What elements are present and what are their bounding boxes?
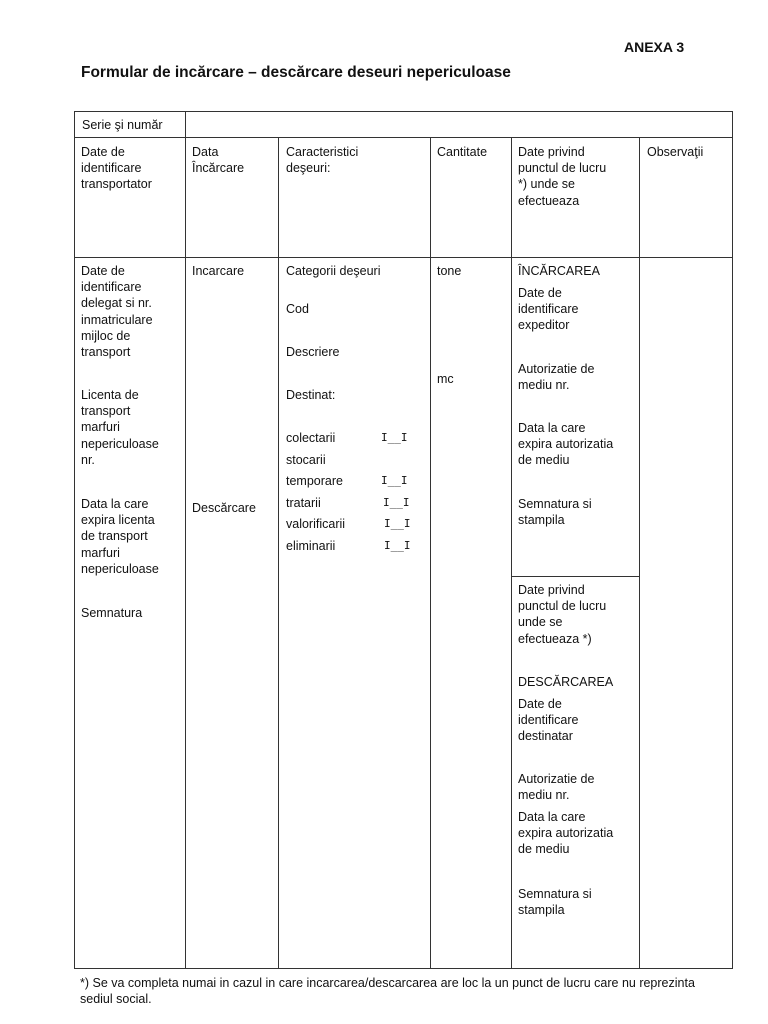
table-row-divider bbox=[74, 137, 733, 138]
checkbox-colectarii[interactable]: I__I bbox=[381, 431, 408, 444]
delegat-label: Date de identificare delegat si nr. inmatriculare mijloc de transport bbox=[81, 264, 153, 360]
header-cantitate: Cantitate bbox=[437, 145, 488, 159]
semnatura-incarcare-label: Semnatura si stampila bbox=[518, 497, 592, 528]
semnatura-descarcare-label: Semnatura si stampila bbox=[518, 887, 592, 918]
semnatura-label: Semnatura bbox=[81, 606, 143, 620]
annex-label: ANEXA 3 bbox=[624, 39, 685, 55]
header-caracteristici: Caracteristici deşeuri: bbox=[286, 145, 359, 176]
autorizatie-expira-incarcare-label: Data la care expira autorizatia de mediu bbox=[518, 421, 614, 468]
descarcare-label: Descărcare bbox=[192, 501, 256, 515]
unit-tone: tone bbox=[437, 264, 462, 278]
table-col-divider bbox=[185, 111, 186, 969]
licenta-label: Licenta de transport marfuri nepericuloase nr. bbox=[81, 388, 159, 467]
punct-descarcare-label: Date privind punctul de lucru unde se efectueaza *) bbox=[518, 583, 607, 646]
table-col-divider bbox=[430, 137, 431, 968]
table-row-divider bbox=[74, 257, 733, 258]
expeditor-label: Date de identificare expeditor bbox=[518, 286, 579, 333]
autorizatie-incarcare-label: Autorizatie de mediu nr. bbox=[518, 362, 595, 393]
unit-mc: mc bbox=[437, 372, 454, 386]
descriere-label: Descriere bbox=[286, 345, 340, 359]
table-col-divider bbox=[278, 137, 279, 968]
table-border-right bbox=[732, 111, 733, 969]
option-valorificarii: valorificarii bbox=[286, 517, 346, 531]
categorii-label: Categorii deşeuri bbox=[286, 264, 381, 278]
option-stocarii: stocarii bbox=[286, 453, 326, 467]
checkbox-tratarii[interactable]: I__I bbox=[383, 496, 410, 509]
header-observatii: Observaţii bbox=[647, 145, 704, 159]
option-eliminarii: eliminarii bbox=[286, 539, 336, 553]
option-colectarii: colectarii bbox=[286, 431, 336, 445]
form-title: Formular de incărcare – descărcare deseuri nepericuloase bbox=[81, 64, 511, 81]
footnote: *) Se va completa numai in cazul in care incarcarea/descarcarea are loc la un punct de lucru care nu reprezinta sediul social. bbox=[80, 976, 695, 1006]
checkbox-eliminarii[interactable]: I__I bbox=[384, 539, 411, 552]
autorizatie-descarcare-label: Autorizatie de mediu nr. bbox=[518, 772, 595, 803]
option-temporare: temporare bbox=[286, 474, 343, 488]
descarcarea-heading: DESCĂRCAREA bbox=[518, 675, 614, 689]
incarcarea-heading: ÎNCĂRCAREA bbox=[518, 264, 600, 278]
licenta-expira-label: Data la care expira licenta de transport marfuri nepericuloase bbox=[81, 497, 159, 576]
table-border-bottom bbox=[74, 968, 733, 969]
option-tratarii: tratarii bbox=[286, 496, 321, 510]
destinatar-label: Date de identificare destinatar bbox=[518, 697, 579, 744]
table-col-divider bbox=[639, 137, 640, 968]
autorizatie-expira-descarcare-label: Data la care expira autorizatia de mediu bbox=[518, 810, 614, 857]
destinat-label: Destinat: bbox=[286, 388, 336, 402]
header-transportator: Date de identificare transportator bbox=[81, 145, 152, 192]
header-data-incarcare: Data Încărcare bbox=[192, 145, 245, 176]
series-label: Serie şi număr bbox=[82, 118, 163, 132]
incarcare-label: Incarcare bbox=[192, 264, 245, 278]
cod-label: Cod bbox=[286, 302, 309, 316]
table-cell-divider bbox=[511, 576, 639, 577]
checkbox-valorificarii[interactable]: I__I bbox=[384, 517, 411, 530]
table-border-top bbox=[74, 111, 733, 112]
checkbox-temporare[interactable]: I__I bbox=[381, 474, 408, 487]
table-border-left bbox=[74, 111, 75, 969]
table-col-divider bbox=[511, 137, 512, 968]
header-punct-lucru: Date privind punctul de lucru *) unde se efectueaza bbox=[518, 145, 607, 208]
